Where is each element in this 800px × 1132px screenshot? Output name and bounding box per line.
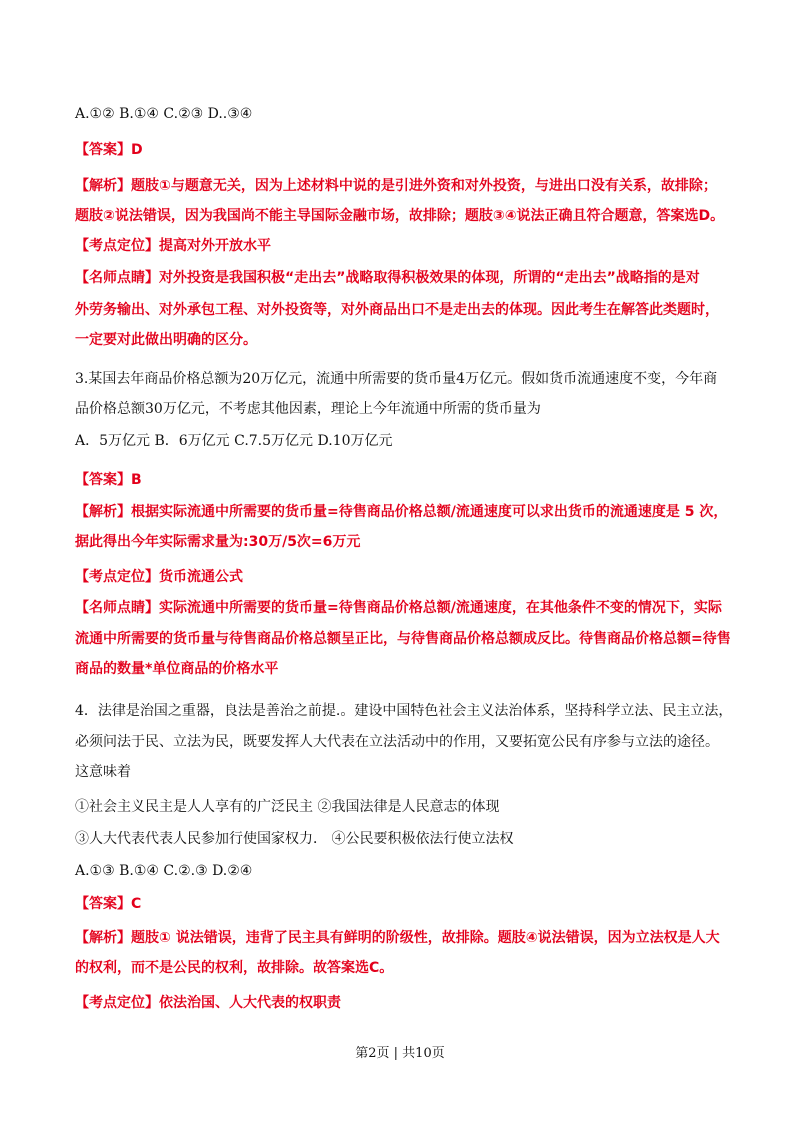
- answer-line: 据此得出今年实际需求量为:30万/5次=6万元: [75, 534, 361, 550]
- answer-line: 一定要对此做出明确的区分。: [75, 332, 257, 348]
- answer-line: 【考点定位】货币流通公式: [75, 569, 243, 585]
- answer-line: 【答案】B: [75, 472, 142, 488]
- answer-line: 的权利，而不是公民的权利，故排除。故答案选C。: [75, 960, 394, 976]
- answer-line: 题肢②说法错误，因为我国尚不能主导国际金融市场，故排除；题肢③④说法正确且符合题意，答案选D。: [75, 208, 725, 224]
- question-line: 必须问法于民、立法为民，既要发挥人大代表在立法活动中的作用，又要拓宽公民有序参与立法的途径。: [75, 734, 719, 750]
- answer-line: 商品的数量*单位商品的价格水平: [75, 661, 279, 677]
- answer-line: 【名师点睛】对外投资是我国积极“走出去”战略取得积极效果的体现，所谓的“走出去”战略指的是对: [75, 270, 700, 286]
- question-line: A.①② B.①④ C.②③ D..③④: [75, 106, 253, 122]
- question-line: A．5万亿元 B．6万亿元 C.7.5万亿元 D.10万亿元: [75, 433, 393, 449]
- question-line: ①社会主义民主是人人享有的广泛民主 ②我国法律是人民意志的体现: [75, 799, 500, 815]
- question-line: 这意味着: [75, 764, 131, 780]
- answer-line: 【考点定位】依法治国、人大代表的权职责: [75, 995, 341, 1011]
- answer-line: 流通中所需要的货币量与待售商品价格总额呈正比，与待售商品价格总额成反比。待售商品价格总额=待售: [75, 631, 731, 647]
- answer-line: 【解析】题肢① 说法错误，违背了民主具有鲜明的阶级性，故排除。题肢④说法错误，因为立法权是人大: [75, 930, 720, 946]
- answer-line: 【答案】D: [75, 142, 143, 158]
- question-line: 3.某国去年商品价格总额为20万亿元，流通中所需要的货币量4万亿元。假如货币流通速度不变，今年商: [75, 371, 718, 387]
- answer-line: 【解析】题肢①与题意无关，因为上述材料中说的是引进外资和对外投资，与进出口没有关系，故排除；: [75, 178, 717, 194]
- answer-line: 【答案】C: [75, 896, 142, 912]
- answer-line: 【考点定位】提高对外开放水平: [75, 238, 271, 254]
- answer-line: 【解析】根据实际流通中所需要的货币量=待售商品价格总额/流通速度可以求出货币的流通速度是 5 次，: [75, 504, 728, 520]
- question-line: 品价格总额30万亿元，不考虑其他因素，理论上今年流通中所需的货币量为: [75, 401, 541, 417]
- question-line: 4．法律是治国之重器，良法是善治之前提.。建设中国特色社会主义法治体系，坚持科学立法、民主立法，: [75, 703, 733, 719]
- question-line: ③人大代表代表人民参加行使国家权力． ④公民要积极依法行使立法权: [75, 831, 514, 847]
- answer-line: 【名师点睛】实际流通中所需要的货币量=待售商品价格总额/流通速度，在其他条件不变的情况下，实际: [75, 600, 722, 616]
- question-line: A.①③ B.①④ C.②.③ D.②④: [75, 863, 253, 879]
- page-footer: 第2页 | 共10页: [355, 1046, 445, 1061]
- answer-line: 外劳务输出、对外承包工程、对外投资等，对外商品出口不是走出去的体现。因此考生在解答此类题时，: [75, 302, 719, 318]
